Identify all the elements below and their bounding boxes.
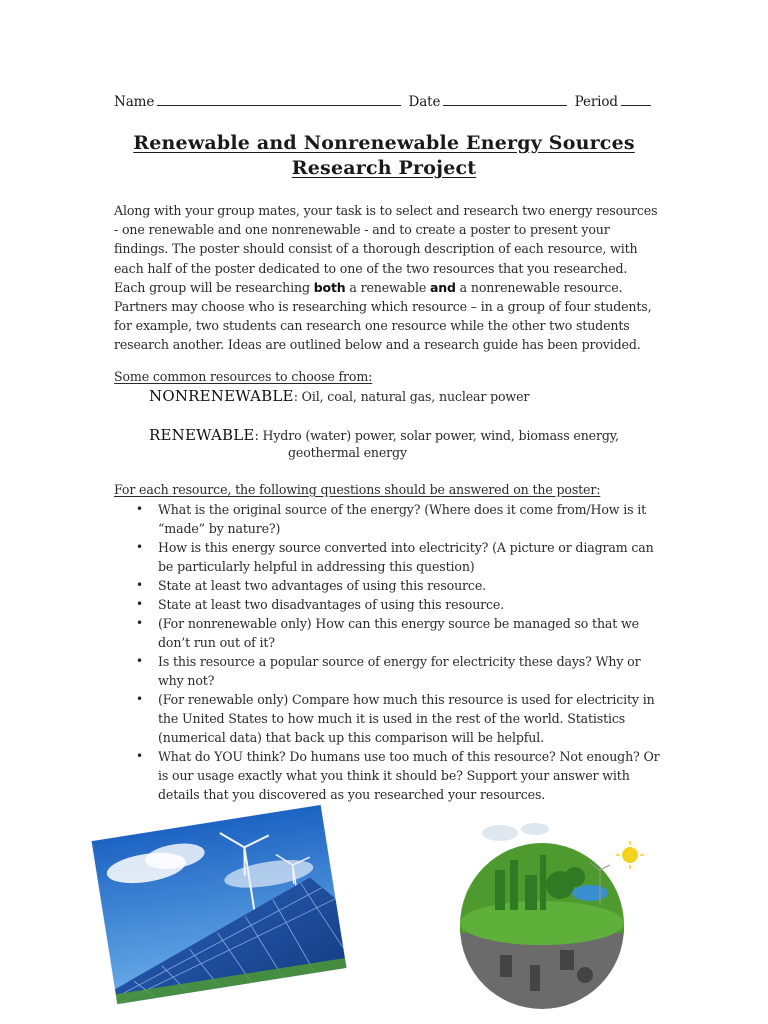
renewable-list: : Hydro (water) power, solar power, wind, biomass energy,	[254, 428, 619, 443]
solar-panel-photo	[92, 805, 347, 1004]
intro-paragraph	[114, 201, 662, 355]
questions-heading: For each resource, the following questions should be answered on the poster:	[114, 482, 601, 497]
green-earth-globe-icon	[440, 815, 650, 1020]
intro-bold-and: and	[429, 279, 456, 295]
list-item: • What do YOU think? Do humans use too much of this resource? Not enough? Or is our usage exactly what you think it should be? Support your answer with details that you discovered as you researched your resources.	[114, 747, 662, 804]
list-item: • State at least two disadvantages of using this resource.	[114, 595, 662, 614]
period-label: Period	[574, 94, 618, 110]
earth-globe-illustration	[440, 815, 650, 1020]
intro-text-2: a renewable	[345, 279, 430, 295]
period-blank	[621, 93, 651, 106]
list-item: • State at least two advantages of using this resource.	[114, 576, 662, 595]
list-item: • (For renewable only) Compare how much this resource is used for electricity in the United States to how much it is used in the rest of the world. Statistics (numerical data) that back up this comparison will be helpful.	[114, 690, 662, 747]
name-blank	[157, 93, 401, 106]
renewable-line	[149, 426, 619, 444]
resources-heading: Some common resources to choose from:	[114, 369, 373, 384]
date-label: Date	[408, 94, 441, 110]
renewable-list-continued: geothermal energy	[288, 445, 407, 460]
list-item: • (For nonrenewable only) How can this energy source be managed so that we don’t run out of it?	[114, 614, 662, 652]
list-item: • What is the original source of the energy? (Where does it come from/How is it “made” by nature?)	[114, 500, 662, 538]
intro-text-1: Along with your group mates, your task is to select and research two energy resources - one renewable and one nonrenewable - and to create a poster to present your findings. The poster should consist of a thorough description of each resource, with each half of the poster dedicated to one of the two resources that you researched. Each group will be researching	[114, 203, 658, 295]
list-item: • How is this energy source converted into electricity? (A picture or diagram can be particularly helpful in addressing this question)	[114, 538, 662, 576]
solar-panel-wind-turbine-icon	[92, 805, 347, 1004]
nonrenewable-list: : Oil, coal, natural gas, nuclear power	[293, 389, 530, 404]
date-blank	[443, 93, 567, 106]
name-label: Name	[114, 94, 155, 110]
nonrenewable-line	[149, 387, 529, 405]
intro-text-3: a nonrenewable resource. Partners may choose who is researching which resource – in a group of four students, for example, two students can research one resource while the other two students research another. Ideas are outlined below and a research guide has been provided.	[114, 279, 652, 353]
questions-list	[114, 500, 662, 804]
nonrenewable-label: NONRENEWABLE	[149, 387, 294, 405]
page-subtitle: Research Project	[291, 157, 477, 179]
list-item: • Is this resource a popular source of energy for electricity these days? Why or why not?	[114, 652, 662, 690]
intro-bold-both: both	[313, 279, 346, 295]
renewable-label: RENEWABLE	[149, 426, 255, 444]
page-title: Renewable and Nonrenewable Energy Sources	[133, 132, 635, 154]
student-info-line	[114, 93, 674, 110]
